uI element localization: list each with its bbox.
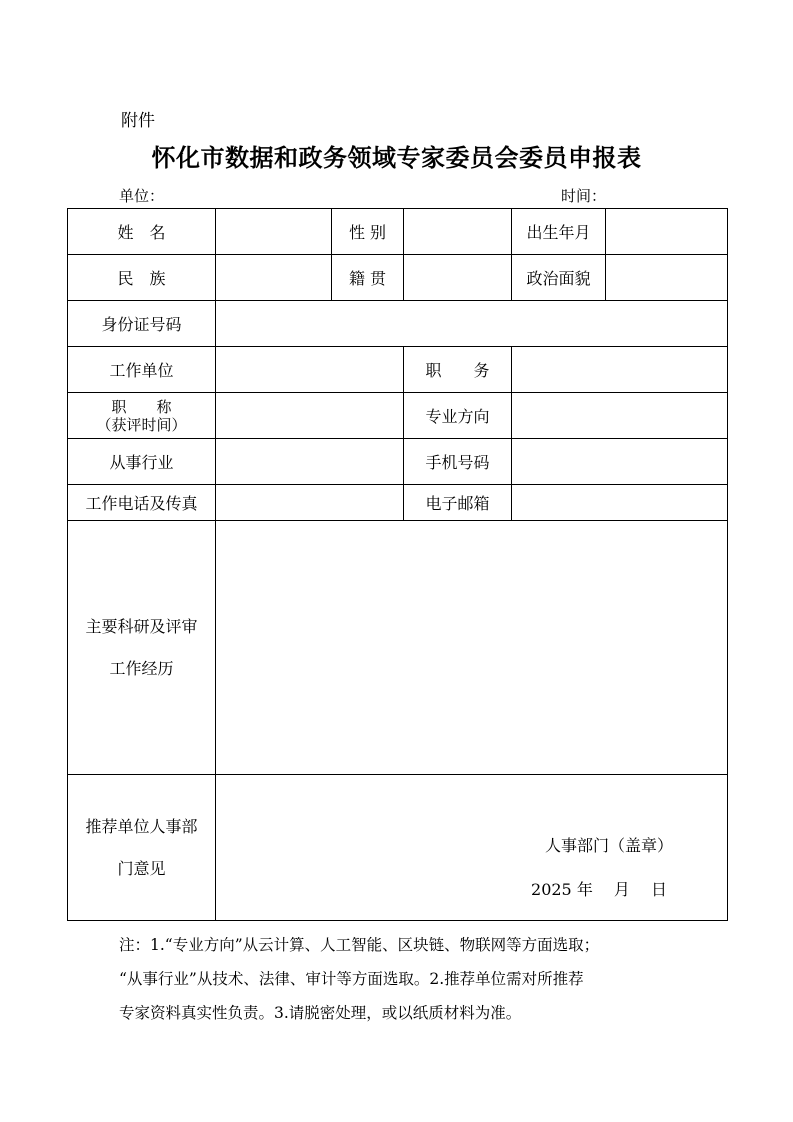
recommendation-label-line2: 门意见 [117,858,166,878]
attachment-label: 附件 [121,111,155,131]
form-row-ethnicity [68,255,728,301]
notes [119,928,694,1030]
specialty-label: 专业方向 [404,393,512,439]
page-title: 怀化市数据和政务领域专家委员会委员申报表 [151,144,642,172]
phone-fax-field[interactable] [216,485,404,521]
mobile-field[interactable] [512,439,728,485]
position-label: 职 务 [404,347,512,393]
birth-label: 出生年月 [512,209,606,255]
recommendation-date: 2025 年 月 日 [531,880,667,899]
professional-title-line1: 职 称 [111,397,172,416]
native-place-field[interactable] [404,255,512,301]
application-form-table [67,208,728,921]
form-row-industry [68,439,728,485]
professional-title-label [68,393,216,439]
gender-field[interactable] [404,209,512,255]
id-number-field[interactable] [216,301,728,347]
political-status-label: 政治面貌 [512,255,606,301]
email-field[interactable] [512,485,728,521]
time-label: 时间： [561,187,607,205]
note-line: 专家资料真实性负责。3.请脱密处理，或以纸质材料为准。 [119,1004,522,1022]
position-field[interactable] [512,347,728,393]
ethnicity-field[interactable] [216,255,332,301]
professional-title-field[interactable] [216,393,404,439]
form-row-name [68,209,728,255]
recommendation-label [68,775,216,921]
employer-label: 工作单位 [68,347,216,393]
experience-label-line1: 主要科研及评审 [85,616,198,636]
email-label: 电子邮箱 [404,485,512,521]
ethnicity-label: 民 族 [68,255,216,301]
native-place-label: 籍 贯 [332,255,404,301]
industry-field[interactable] [216,439,404,485]
note-line: “从事行业”从技术、法律、审计等方面选取。2.推荐单位需对所推荐 [119,970,584,988]
experience-field[interactable] [216,521,728,775]
hr-stamp-text: 人事部门（盖章） [544,836,673,855]
recommendation-label-line1: 推荐单位人事部 [85,816,198,836]
form-row-id [68,301,728,347]
form-row-employer [68,347,728,393]
employer-field[interactable] [216,347,404,393]
phone-fax-label: 工作电话及传真 [68,485,216,521]
recommendation-field[interactable] [216,775,728,921]
specialty-field[interactable] [512,393,728,439]
mobile-label: 手机号码 [404,439,512,485]
name-field[interactable] [216,209,332,255]
gender-label: 性 别 [332,209,404,255]
note-line: 注：1.“专业方向”从云计算、人工智能、区块链、物联网等方面选取； [119,936,600,954]
form-row-title [68,393,728,439]
birth-field[interactable] [606,209,728,255]
experience-label [68,521,216,775]
experience-label-line2: 工作经历 [109,658,174,678]
political-status-field[interactable] [606,255,728,301]
form-row-recommendation [68,775,728,921]
industry-label: 从事行业 [68,439,216,485]
id-number-label: 身份证号码 [68,301,216,347]
form-row-phone [68,485,728,521]
unit-label: 单位： [119,187,165,205]
name-label: 姓 名 [68,209,216,255]
professional-title-line2: （获评时间） [96,415,187,434]
form-row-experience [68,521,728,775]
